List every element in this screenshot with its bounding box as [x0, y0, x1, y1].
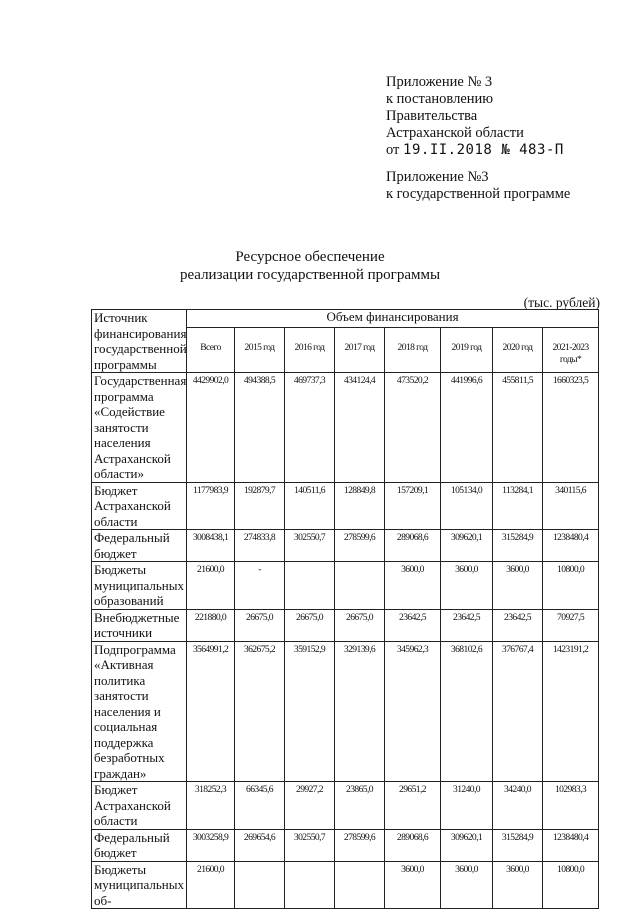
units-label: (тыс. рублей) [523, 295, 600, 310]
table-row [92, 861, 599, 909]
value-cell: 289068,6 [385, 530, 441, 562]
value-cell: 1238480,4 [543, 829, 599, 861]
value-cell: 29927,2 [285, 782, 335, 830]
value-cell: 329139,6 [335, 641, 385, 782]
year-header: 2021-2023 годы* [543, 327, 599, 373]
value-cell: 105134,0 [441, 482, 493, 530]
year-header: 2019 год [441, 327, 493, 373]
value-cell: 157209,1 [385, 482, 441, 530]
value-cell: 455811,5 [493, 373, 543, 483]
source-cell: Подпрограмма «Активная политика занятости населения и социальная поддержка безработных граждан» [92, 641, 187, 782]
value-cell: 318252,3 [187, 782, 235, 830]
value-cell: 3600,0 [493, 562, 543, 610]
value-cell [335, 562, 385, 610]
source-cell: Внебюджетные источники [92, 609, 187, 641]
value-cell: 278599,6 [335, 829, 385, 861]
value-cell: 1177983,9 [187, 482, 235, 530]
year-header: Всего [187, 327, 235, 373]
table-row [92, 782, 599, 830]
value-cell: 441996,6 [441, 373, 493, 483]
value-cell: 494388,5 [235, 373, 285, 483]
appendix-line: к государственной программе [386, 186, 571, 202]
value-cell: 473520,2 [385, 373, 441, 483]
value-cell: - [235, 562, 285, 610]
year-header: 2017 год [335, 327, 385, 373]
value-cell: 23642,5 [441, 609, 493, 641]
value-cell: 1238480,4 [543, 530, 599, 562]
value-cell: 289068,6 [385, 829, 441, 861]
volume-header: Объем финансирования [187, 310, 599, 328]
value-cell: 113284,1 [493, 482, 543, 530]
header-line: Астраханской области [386, 125, 524, 141]
table-row [92, 829, 599, 861]
value-cell: 31240,0 [441, 782, 493, 830]
value-cell: 278599,6 [335, 530, 385, 562]
value-cell: 23865,0 [335, 782, 385, 830]
handwritten-date: 19.II.2018 № 483-П [403, 142, 564, 158]
source-cell: Федеральный бюджет [92, 829, 187, 861]
header-line: к постановлению [386, 91, 494, 107]
value-cell: 26675,0 [285, 609, 335, 641]
value-cell: 3008438,1 [187, 530, 235, 562]
value-cell: 26675,0 [335, 609, 385, 641]
header-date-line [386, 142, 626, 159]
value-cell: 3003258,9 [187, 829, 235, 861]
title-line-2: реализации государственной программы [179, 267, 441, 283]
table-row [92, 482, 599, 530]
value-cell: 1423191,2 [543, 641, 599, 782]
value-cell: 340115,6 [543, 482, 599, 530]
value-cell: 23642,5 [385, 609, 441, 641]
header-line: Правительства [386, 108, 478, 124]
value-cell: 309620,1 [441, 829, 493, 861]
title-line-1: Ресурсное обеспечение [235, 249, 385, 265]
value-cell: 3600,0 [385, 861, 441, 909]
source-cell: Бюджет Астраханской области [92, 482, 187, 530]
value-cell [335, 861, 385, 909]
value-cell: 3600,0 [441, 861, 493, 909]
table-row [92, 530, 599, 562]
value-cell: 302550,7 [285, 530, 335, 562]
value-cell: 66345,6 [235, 782, 285, 830]
value-cell: 26675,0 [235, 609, 285, 641]
header-block [386, 74, 626, 203]
year-header: 2016 год [285, 327, 335, 373]
value-cell: 1660323,5 [543, 373, 599, 483]
value-cell: 302550,7 [285, 829, 335, 861]
year-header: 2018 год [385, 327, 441, 373]
source-cell: Федеральный бюджет [92, 530, 187, 562]
value-cell: 309620,1 [441, 530, 493, 562]
table-row [92, 562, 599, 610]
value-cell: 362675,2 [235, 641, 285, 782]
value-cell [285, 861, 335, 909]
header-line: Приложение № 3 [386, 74, 493, 90]
value-cell: 3600,0 [441, 562, 493, 610]
table-row [92, 373, 599, 483]
source-cell: Бюджеты муниципальных об- [92, 861, 187, 909]
value-cell: 315284,9 [493, 829, 543, 861]
appendix-line: Приложение №3 [386, 169, 489, 185]
year-header: 2015 год [235, 327, 285, 373]
value-cell: 34240,0 [493, 782, 543, 830]
value-cell [235, 861, 285, 909]
date-prefix: от [386, 142, 400, 158]
value-cell: 315284,9 [493, 530, 543, 562]
source-cell: Государственная программа «Содействие занятости населения Астраханской области» [92, 373, 187, 483]
value-cell: 3600,0 [493, 861, 543, 909]
value-cell: 4429902,0 [187, 373, 235, 483]
value-cell: 21600,0 [187, 562, 235, 610]
document-title [90, 248, 530, 284]
value-cell: 359152,9 [285, 641, 335, 782]
table-row [92, 641, 599, 782]
value-cell: 29651,2 [385, 782, 441, 830]
value-cell: 368102,6 [441, 641, 493, 782]
value-cell: 192879,7 [235, 482, 285, 530]
financing-table [91, 309, 599, 909]
value-cell: 345962,3 [385, 641, 441, 782]
value-cell: 23642,5 [493, 609, 543, 641]
value-cell: 269654,6 [235, 829, 285, 861]
value-cell: 3600,0 [385, 562, 441, 610]
value-cell: 102983,3 [543, 782, 599, 830]
value-cell: 469737,3 [285, 373, 335, 483]
value-cell: 3564991,2 [187, 641, 235, 782]
value-cell: 10800,0 [543, 861, 599, 909]
source-cell: Бюджет Астраханской области [92, 782, 187, 830]
value-cell: 221880,0 [187, 609, 235, 641]
table-row [92, 609, 599, 641]
value-cell: 434124,4 [335, 373, 385, 483]
value-cell: 128849,8 [335, 482, 385, 530]
value-cell: 376767,4 [493, 641, 543, 782]
year-header: 2020 год [493, 327, 543, 373]
source-header: Источник финансирования государственной программы [92, 310, 187, 373]
value-cell: 70927,5 [543, 609, 599, 641]
value-cell [285, 562, 335, 610]
value-cell: 10800,0 [543, 562, 599, 610]
value-cell: 140511,6 [285, 482, 335, 530]
source-cell: Бюджеты муниципальных образований [92, 562, 187, 610]
value-cell: 21600,0 [187, 861, 235, 909]
value-cell: 274833,8 [235, 530, 285, 562]
